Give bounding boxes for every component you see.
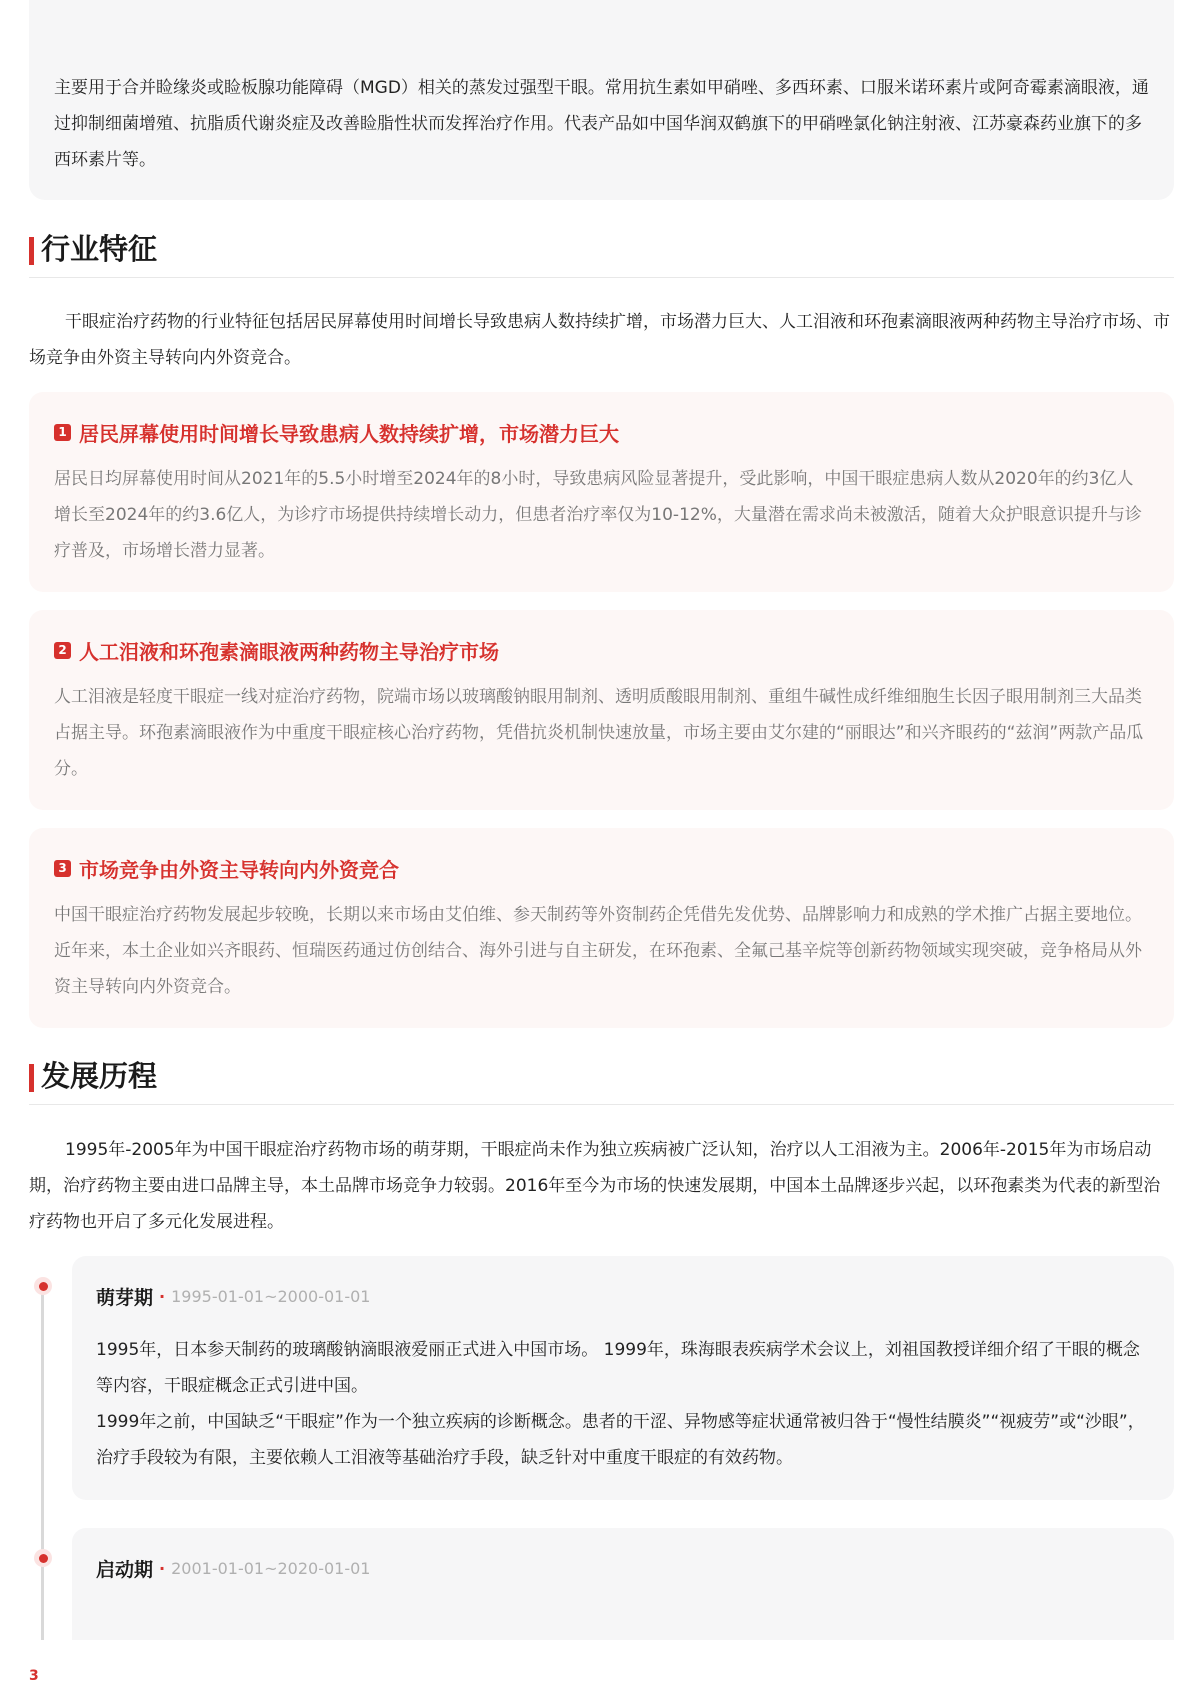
stage-body: 1995年，日本参天制药的玻璃酸钠滴眼液爱丽正式进入中国市场。 1999年，珠海眼表疾病学术会议上，刘祖国教授详细介绍了干眼的概念等内容，干眼症概念正式引进中国。 1999年之前，中国缺乏“干眼症”作为一个独立疾病的诊断概念。患者的干涩、异物感等症状通常被归咎于“慢性结膜炎”“视疲劳”或“沙眼”，治疗手段较为有限，主要依赖人工泪液等基础治疗手段，缺乏针对中重度干眼症的有效药物。 xyxy=(96,1340,1145,1468)
section-title: 发展历程 xyxy=(41,1059,158,1093)
number-badge: 3 xyxy=(54,860,71,877)
feature-card xyxy=(29,392,1174,592)
timeline-card xyxy=(72,1256,1174,1500)
section-title: 行业特征 xyxy=(41,232,158,266)
feature-title: 居民屏幕使用时间增长导致患病人数持续扩增，市场潜力巨大 xyxy=(79,421,619,446)
feature-title: 人工泪液和环孢素滴眼液两种药物主导治疗市场 xyxy=(79,639,499,664)
number-badge: 1 xyxy=(54,424,71,441)
intro-card-text: 主要用于合并睑缘炎或睑板腺功能障碍（MGD）相关的蒸发过强型干眼。常用抗生素如甲硝唑、多西环素、口服米诺环素片或阿奇霉素滴眼液，通过抑制细菌增殖、抗脂质代谢炎症及改善睑脂性状而发挥治疗作用。代表产品如中国华润双鹤旗下的甲硝唑氯化钠注射液、江苏豪森药业旗下的多西环素片等。 xyxy=(54,78,1149,170)
timeline-line xyxy=(41,1283,44,1640)
timeline-dot xyxy=(34,1549,52,1567)
heading-accent-bar xyxy=(29,1064,34,1092)
timeline-card xyxy=(72,1528,1174,1640)
feature-card xyxy=(29,828,1174,1028)
intro-card xyxy=(29,0,1174,200)
feature-body: 中国干眼症治疗药物发展起步较晚，长期以来市场由艾伯维、参天制药等外资制药企凭借先发优势、品牌影响力和成熟的学术推广占据主要地位。近年来，本土企业如兴齐眼药、恒瑞医药通过仿创结合、海外引进与自主研发，在环孢素、全氟己基辛烷等创新药物领域实现突破，竞争格局从外资主导转向内外资竞合。 xyxy=(54,905,1142,997)
section-heading-industry xyxy=(29,218,1174,278)
feature-title: 市场竞争由外资主导转向内外资竞合 xyxy=(79,857,399,882)
heading-accent-bar xyxy=(29,237,34,265)
number-badge: 2 xyxy=(54,642,71,659)
history-intro-paragraph: 1995年-2005年为中国干眼症治疗药物市场的萌芽期，干眼症尚未作为独立疾病被广泛认知，治疗以人工泪液为主。2006年-2015年为市场启动期，治疗药物主要由进口品牌主导，本土品牌市场竞争力较弱。2016年至今为市场的快速发展期，中国本土品牌逐步兴起，以环孢素类为代表的新型治疗药物也开启了多元化发展进程。 xyxy=(29,1140,1161,1232)
feature-card xyxy=(29,610,1174,810)
stage-date: 1995-01-01~2000-01-01 xyxy=(171,1286,371,1306)
stage-date: 2001-01-01~2020-01-01 xyxy=(171,1558,371,1578)
stage-name: 萌芽期 xyxy=(96,1286,154,1309)
section-heading-history xyxy=(29,1045,1174,1105)
industry-intro-paragraph: 干眼症治疗药物的行业特征包括居民屏幕使用时间增长导致患病人数持续扩增，市场潜力巨大、人工泪液和环孢素滴眼液两种药物主导治疗市场、市场竞争由外资主导转向内外资竞合。 xyxy=(29,312,1170,368)
stage-name: 启动期 xyxy=(96,1558,154,1581)
feature-body: 人工泪液是轻度干眼症一线对症治疗药物，院端市场以玻璃酸钠眼用制剂、透明质酸眼用制剂、重组牛碱性成纤维细胞生长因子眼用制剂三大品类占据主导。环孢素滴眼液作为中重度干眼症核心治疗药物，凭借抗炎机制快速放量，市场主要由艾尔建的“丽眼达”和兴齐眼药的“兹润”两款产品瓜分。 xyxy=(54,687,1144,779)
feature-body: 居民日均屏幕使用时间从2021年的5.5小时增至2024年的8小时，导致患病风险显著提升，受此影响，中国干眼症患病人数从2020年的约3亿人增长至2024年的约3.6亿人，为诊疗市场提供持续增长动力，但患者治疗率仅为10-12%，大量潜在需求尚未被激活，随着大众护眼意识提升与诊疗普及，市场增长潜力显著。 xyxy=(54,469,1142,561)
stage-separator: · xyxy=(159,1558,166,1578)
stage-separator: · xyxy=(159,1286,166,1306)
page-number: 3 xyxy=(29,1668,39,1684)
timeline-dot xyxy=(34,1277,52,1295)
